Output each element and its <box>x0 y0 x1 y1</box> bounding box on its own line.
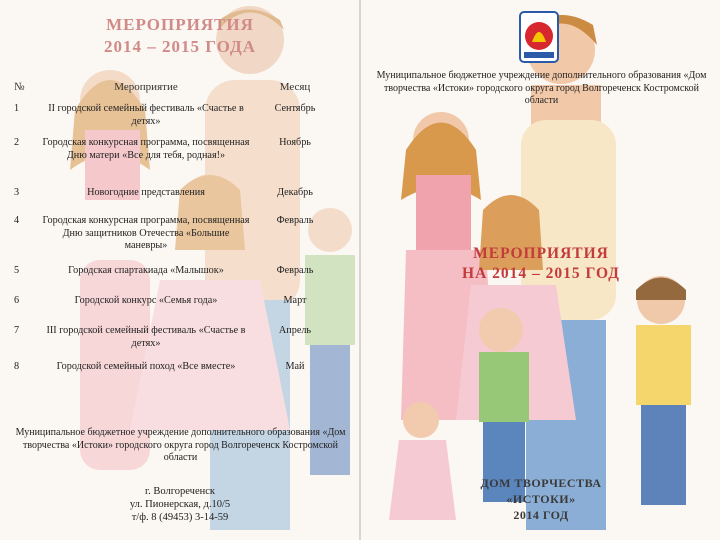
row-event: Новогодние представления <box>87 187 205 198</box>
left-org-text: Муниципальное бюджетное учреждение дополнительного образования «Дом творчества «Истоки» городского округа город Волгореченск Костромской области <box>15 427 346 463</box>
right-heading <box>441 244 641 284</box>
row-month: Ноябрь <box>279 137 311 148</box>
row-event: III городской семейный фестиваль «Счастье в детях» <box>46 325 246 349</box>
table-row <box>10 102 336 136</box>
address-phone: т/ф. 8 (49453) 3-14-59 <box>131 512 229 523</box>
row-num: 8 <box>14 361 20 372</box>
house-of-creativity-title <box>471 475 611 523</box>
house-line3: 2014 ГОД <box>513 508 569 522</box>
row-month: Март <box>283 295 307 306</box>
row-month: Февраль <box>276 265 314 276</box>
row-event: Городской семейный поход «Все вместе» <box>56 361 236 372</box>
header-month: Месяц <box>279 80 311 93</box>
left-page <box>0 0 359 540</box>
istoki-logo <box>506 8 572 66</box>
row-num: 7 <box>14 325 20 336</box>
row-month: Февраль <box>276 215 314 226</box>
row-month: Декабрь <box>277 187 313 198</box>
contact-address <box>80 485 280 524</box>
table-row <box>10 214 336 264</box>
right-page <box>361 0 720 540</box>
row-event: Городская конкурсная программа, посвященная Дню матери «Все для тебя, родная!» <box>42 137 250 161</box>
right-heading-line1: МЕРОПРИЯТИЯ <box>473 245 609 262</box>
address-city: г. Волгореченск <box>145 486 215 497</box>
row-num: 2 <box>14 137 20 148</box>
table-row <box>10 294 336 324</box>
table-row <box>10 324 336 360</box>
header-num: № <box>14 80 25 93</box>
right-heading-line2: НА 2014 – 2015 ГОД <box>462 265 620 282</box>
row-month: Сентябрь <box>274 103 316 114</box>
left-heading-line2: 2014 – 2015 ГОДА <box>104 37 256 56</box>
row-event: Городская спартакиада «Малышок» <box>68 265 224 276</box>
left-heading-line1: МЕРОПРИЯТИЯ <box>106 15 254 34</box>
row-event: II городской семейный фестиваль «Счастье в детях» <box>48 103 244 127</box>
house-line2: «ИСТОКИ» <box>506 492 576 506</box>
table-row <box>10 264 336 294</box>
row-month: Май <box>285 361 305 372</box>
row-num: 6 <box>14 295 20 306</box>
row-month: Апрель <box>278 325 312 336</box>
events-table <box>10 72 336 402</box>
address-street: ул. Пионерская, д.10/5 <box>129 499 231 510</box>
row-num: 3 <box>14 187 20 198</box>
table-row <box>10 186 336 214</box>
house-line1: ДОМ ТВОРЧЕСТВА <box>480 476 602 490</box>
row-num: 4 <box>14 215 20 226</box>
table-header-row <box>10 72 336 102</box>
row-num: 1 <box>14 103 20 114</box>
header-event: Мероприятие <box>114 80 178 93</box>
left-heading <box>60 14 300 58</box>
row-event: Городской конкурс «Семья года» <box>74 295 218 306</box>
row-event: Городская конкурсная программа, посвященная Дню защитников Отечества «Большие маневры» <box>42 215 250 251</box>
row-num: 5 <box>14 265 20 276</box>
table-row <box>10 136 336 186</box>
table-row <box>10 360 336 402</box>
right-org-text: Муниципальное бюджетное учреждение дополнительного образования «Дом творчества «Истоки» городского округа город Волгореченск Костромской области <box>376 70 707 106</box>
